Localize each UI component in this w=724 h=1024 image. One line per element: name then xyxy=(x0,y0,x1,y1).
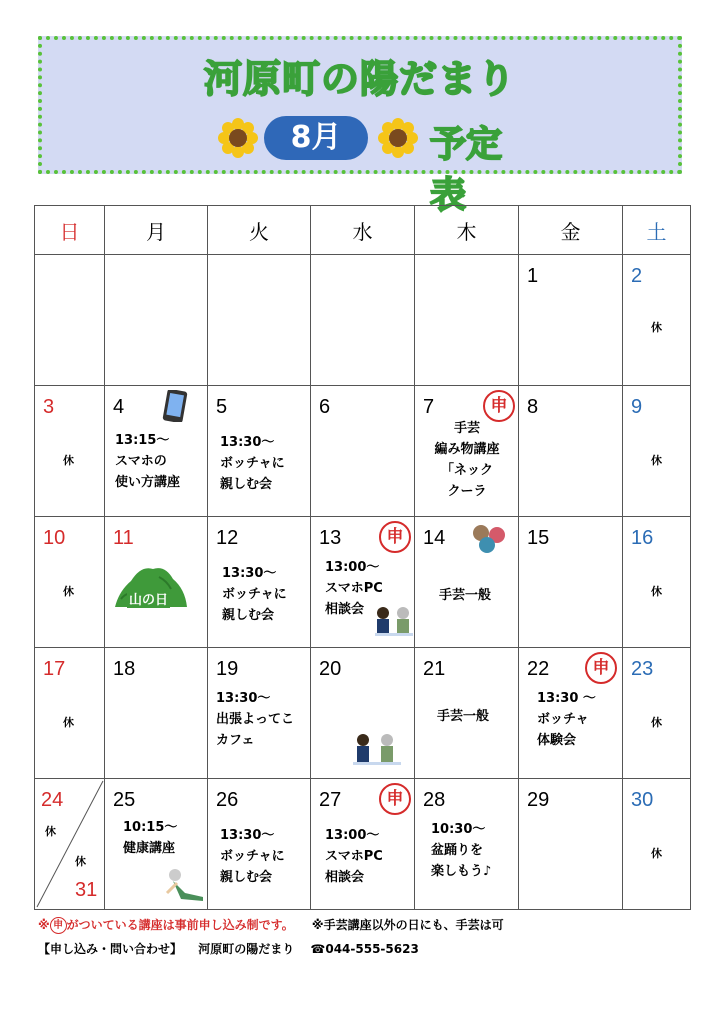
day-number: 5 xyxy=(216,396,228,418)
day-number: 31 xyxy=(75,879,98,901)
day-number: 22 xyxy=(527,658,550,680)
weekday-fri: 金 xyxy=(519,206,623,255)
day-number: 7 xyxy=(423,396,435,418)
day-number: 13 xyxy=(319,527,342,549)
day-cell xyxy=(623,255,691,386)
day-number: 17 xyxy=(43,658,66,680)
day-cell xyxy=(519,517,623,648)
day-cell xyxy=(415,517,519,648)
day-cell xyxy=(623,517,691,648)
event-text: 手芸一般 xyxy=(439,588,492,603)
week-row xyxy=(35,255,691,386)
closed-label: 休 xyxy=(63,585,74,598)
weekday-header-row xyxy=(35,206,691,255)
event-text: 10:30～ 盆踊りを 楽しもう♪ xyxy=(431,822,492,879)
calendar-header xyxy=(38,36,682,216)
weekday-wed: 水 xyxy=(311,206,415,255)
event-text: 13:30～ ボッチャに 親しむ会 xyxy=(220,828,285,885)
contact-org: 河原町の陽だまり xyxy=(198,942,295,956)
consultation-people-icon xyxy=(351,730,403,774)
closed-label: 休 xyxy=(651,454,662,467)
day-cell xyxy=(311,779,415,910)
day-cell xyxy=(415,779,519,910)
reservation-required-badge: 申 xyxy=(585,652,617,684)
day-cell-empty xyxy=(311,255,415,386)
day-cell-split xyxy=(35,779,105,910)
header-title: 河原町の陽だまり xyxy=(203,57,516,101)
closed-label: 休 xyxy=(651,847,662,860)
footer-note-reservation: ※ 申 がついている講座は事前申し込み制です。 xyxy=(38,918,294,932)
weekday-thu: 木 xyxy=(415,206,519,255)
week-row xyxy=(35,648,691,779)
day-number: 4 xyxy=(113,396,125,418)
day-number: 12 xyxy=(216,527,239,549)
day-number: 19 xyxy=(216,658,239,680)
event-text: 13:00～ スマホPC 相談会 xyxy=(325,560,383,617)
day-cell-empty xyxy=(208,255,311,386)
day-cell xyxy=(415,648,519,779)
footer-contact xyxy=(38,940,419,957)
day-number: 24 xyxy=(41,789,64,811)
day-cell xyxy=(35,517,105,648)
event-text: 13:30～ ボッチャに 親しむ会 xyxy=(222,566,287,623)
week-row xyxy=(35,779,691,910)
reservation-mark-icon: 申 xyxy=(50,917,67,934)
day-cell xyxy=(623,779,691,910)
day-cell xyxy=(35,648,105,779)
event-text: 13:30～ ボッチャに 親しむ会 xyxy=(220,435,285,492)
day-cell xyxy=(311,648,415,779)
smartphone-icon xyxy=(161,390,189,422)
day-number: 6 xyxy=(319,396,331,418)
day-cell xyxy=(208,517,311,648)
day-cell xyxy=(623,386,691,517)
weekday-sat: 土 xyxy=(623,206,691,255)
closed-label: 休 xyxy=(651,585,662,598)
contact-label: 【申し込み・問い合わせ】 xyxy=(38,942,183,956)
day-number: 30 xyxy=(631,789,654,811)
day-number: 26 xyxy=(216,789,239,811)
event-text: 13:15～ スマホの 使い方講座 xyxy=(115,433,181,490)
week-row xyxy=(35,386,691,517)
closed-label: 休 xyxy=(75,855,86,868)
weekday-sun: 日 xyxy=(35,206,105,255)
mountain-day-label: 山の日 xyxy=(127,589,170,608)
day-cell-empty xyxy=(105,255,208,386)
footer-notes xyxy=(38,916,504,934)
day-number: 11 xyxy=(113,527,134,549)
day-cell xyxy=(105,517,208,648)
day-cell xyxy=(519,648,623,779)
day-cell xyxy=(623,648,691,779)
day-number: 8 xyxy=(527,396,539,418)
day-cell xyxy=(519,779,623,910)
calendar-grid xyxy=(34,205,691,910)
closed-label: 休 xyxy=(651,321,662,334)
day-number: 9 xyxy=(631,396,643,418)
footer-note-handcraft: ※手芸講座以外の日にも、手芸は可 xyxy=(311,918,504,932)
day-number: 25 xyxy=(113,789,136,811)
day-number: 16 xyxy=(631,527,654,549)
day-cell xyxy=(208,779,311,910)
week-row xyxy=(35,517,691,648)
day-cell xyxy=(208,648,311,779)
day-cell xyxy=(105,386,208,517)
closed-label: 休 xyxy=(651,716,662,729)
month-row xyxy=(212,112,532,216)
day-number: 14 xyxy=(423,527,446,549)
contact-phone: ☎044-555-5623 xyxy=(310,942,419,956)
closed-label: 休 xyxy=(63,454,74,467)
header-subtitle: 予定表 xyxy=(430,124,503,216)
day-number: 15 xyxy=(527,527,550,549)
event-text: 手芸一般 xyxy=(437,709,490,724)
sunflower-icon xyxy=(378,118,418,158)
day-cell xyxy=(105,779,208,910)
closed-label: 休 xyxy=(45,825,56,838)
closed-label: 休 xyxy=(63,716,74,729)
day-number: 20 xyxy=(319,658,342,680)
yarn-balls-icon xyxy=(471,523,507,553)
day-number: 3 xyxy=(43,396,55,418)
day-cell xyxy=(311,517,415,648)
consultation-people-icon xyxy=(373,603,415,643)
day-number: 23 xyxy=(631,658,654,680)
stretching-person-icon xyxy=(163,867,205,903)
reservation-required-badge: 申 xyxy=(379,521,411,553)
event-text: 手芸 編み物講座 「ネック クーラ xyxy=(434,421,500,499)
day-cell xyxy=(311,386,415,517)
day-cell xyxy=(208,386,311,517)
day-cell-empty xyxy=(35,255,105,386)
month-badge: 8月 xyxy=(264,116,368,160)
day-number: 29 xyxy=(527,789,550,811)
day-number: 1 xyxy=(527,265,539,287)
sunflower-icon xyxy=(218,118,258,158)
weekday-tue: 火 xyxy=(208,206,311,255)
day-cell xyxy=(35,386,105,517)
event-text: 10:15～ 健康講座 xyxy=(123,820,178,856)
day-cell xyxy=(519,386,623,517)
day-number: 21 xyxy=(423,658,446,680)
day-number: 18 xyxy=(113,658,136,680)
day-number: 28 xyxy=(423,789,446,811)
reservation-required-badge: 申 xyxy=(483,390,515,422)
reservation-required-badge: 申 xyxy=(379,783,411,815)
weekday-mon: 月 xyxy=(105,206,208,255)
day-number: 10 xyxy=(43,527,66,549)
event-text: 13:30～ 出張よってこ カフェ xyxy=(216,691,295,748)
event-text: 13:30 ～ ボッチャ 体験会 xyxy=(537,691,596,748)
day-number: 27 xyxy=(319,789,342,811)
day-cell xyxy=(519,255,623,386)
day-cell xyxy=(415,386,519,517)
day-cell xyxy=(105,648,208,779)
event-text: 13:00～ スマホPC 相談会 xyxy=(325,828,383,885)
day-number: 2 xyxy=(631,265,643,287)
day-cell-empty xyxy=(415,255,519,386)
